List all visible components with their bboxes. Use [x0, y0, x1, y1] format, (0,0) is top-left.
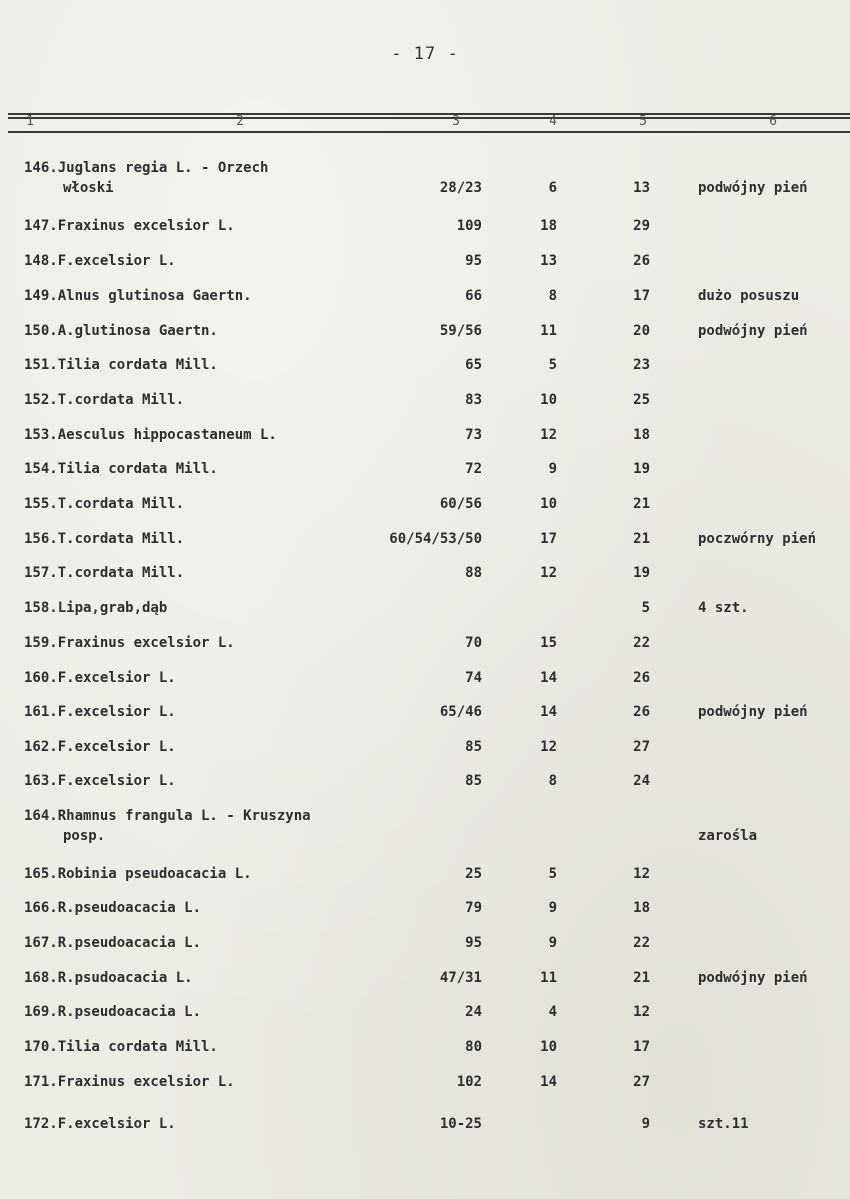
species-name-line1: 163.F.excelsior L. — [24, 773, 176, 789]
species-name-line1: 157.T.cordata Mill. — [24, 565, 185, 581]
species-name-line1: 169.R.pseudoacacia L. — [24, 1004, 202, 1020]
diameter-value: 85 — [465, 773, 482, 789]
height-value: 10 — [540, 1039, 557, 1055]
species-name-line1: 165.Robinia pseudoacacia L. — [24, 866, 252, 882]
species-name — [24, 390, 384, 410]
height-value: 10 — [540, 496, 557, 512]
remarks-value: szt.11 — [698, 1116, 749, 1132]
crown-value: 29 — [633, 218, 650, 234]
height-value: 9 — [548, 935, 557, 951]
height-value: 14 — [540, 670, 557, 686]
species-name-line1: 149.Alnus glutinosa Gaertn. — [24, 288, 252, 304]
species-name — [24, 286, 384, 306]
diameter-value: 79 — [465, 900, 482, 916]
crown-value: 17 — [633, 1039, 650, 1055]
remarks-value: dużo posuszu — [698, 288, 800, 304]
crown-value: 25 — [633, 392, 650, 408]
species-name-line1: 167.R.pseudoacacia L. — [24, 935, 202, 951]
height-value: 5 — [548, 866, 557, 882]
species-name-line1: 162.F.excelsior L. — [24, 739, 176, 755]
height-value: 5 — [548, 357, 557, 373]
species-name — [24, 771, 384, 791]
crown-value: 26 — [633, 704, 650, 720]
diameter-value: 95 — [465, 935, 482, 951]
species-name — [24, 598, 384, 618]
height-value: 17 — [540, 531, 557, 547]
species-name-line1: 153.Aesculus hippocastaneum L. — [24, 427, 277, 443]
height-value: 8 — [548, 773, 557, 789]
remarks-value: 4 szt. — [698, 600, 749, 616]
diameter-value: 59/56 — [439, 323, 482, 339]
species-name-line1: 147.Fraxinus excelsior L. — [24, 218, 235, 234]
column-header-2: 2 — [236, 114, 244, 129]
page-number: - 17 - — [391, 44, 459, 64]
column-header-5: 5 — [639, 114, 647, 129]
crown-value: 21 — [633, 496, 650, 512]
species-name-line1: 154.Tilia cordata Mill. — [24, 461, 218, 477]
species-name — [24, 1072, 384, 1092]
height-value: 11 — [540, 323, 557, 339]
diameter-value: 83 — [465, 392, 482, 408]
species-name — [24, 425, 384, 445]
remarks-value: podwójny pień — [698, 323, 808, 339]
species-name-line1: 146.Juglans regia L. - Orzech — [24, 160, 269, 176]
height-value: 12 — [540, 739, 557, 755]
remarks-value: zarośla — [698, 828, 758, 844]
diameter-value: 60/56 — [439, 496, 482, 512]
species-name-line1: 168.R.psudoacacia L. — [24, 970, 193, 986]
crown-value: 22 — [633, 635, 650, 651]
crown-value: 12 — [633, 866, 650, 882]
species-name-line1: 152.T.cordata Mill. — [24, 392, 185, 408]
diameter-value: 88 — [465, 565, 482, 581]
species-name-line2: posp. — [63, 828, 106, 844]
species-name-line1: 148.F.excelsior L. — [24, 253, 176, 269]
diameter-value: 85 — [465, 739, 482, 755]
remarks-value: podwójny pień — [698, 180, 808, 196]
species-name — [24, 459, 384, 479]
crown-value: 27 — [633, 1074, 650, 1090]
diameter-value: 73 — [465, 427, 482, 443]
species-name — [24, 737, 384, 757]
crown-value: 21 — [633, 970, 650, 986]
height-value: 12 — [540, 565, 557, 581]
diameter-value: 72 — [465, 461, 482, 477]
diameter-value: 47/31 — [439, 970, 482, 986]
column-header-6: 6 — [769, 114, 777, 129]
diameter-value: 102 — [456, 1074, 482, 1090]
crown-value: 26 — [633, 253, 650, 269]
crown-value: 27 — [633, 739, 650, 755]
species-name — [24, 158, 384, 198]
diameter-value: 65 — [465, 357, 482, 373]
species-name — [24, 633, 384, 653]
crown-value: 9 — [641, 1116, 650, 1132]
height-value: 9 — [548, 900, 557, 916]
crown-value: 12 — [633, 1004, 650, 1020]
height-value: 9 — [548, 461, 557, 477]
species-name — [24, 529, 384, 549]
crown-value: 24 — [633, 773, 650, 789]
diameter-value: 80 — [465, 1039, 482, 1055]
species-name-line1: 164.Rhamnus frangula L. - Kruszyna — [24, 808, 311, 824]
crown-value: 19 — [633, 461, 650, 477]
species-name-line1: 160.F.excelsior L. — [24, 670, 176, 686]
crown-value: 19 — [633, 565, 650, 581]
crown-value: 20 — [633, 323, 650, 339]
species-name — [24, 251, 384, 271]
diameter-value: 74 — [465, 670, 482, 686]
species-name-line1: 158.Lipa,grab,dąb — [24, 600, 168, 616]
species-name — [24, 668, 384, 688]
species-name-line2: włoski — [63, 180, 114, 196]
species-name-line1: 166.R.pseudoacacia L. — [24, 900, 202, 916]
diameter-value: 24 — [465, 1004, 482, 1020]
crown-value: 13 — [633, 180, 650, 196]
crown-value: 5 — [641, 600, 650, 616]
species-name-line1: 150.A.glutinosa Gaertn. — [24, 323, 218, 339]
species-name-line1: 159.Fraxinus excelsior L. — [24, 635, 235, 651]
species-name-line1: 155.T.cordata Mill. — [24, 496, 185, 512]
species-name-line1: 156.T.cordata Mill. — [24, 531, 185, 547]
crown-value: 22 — [633, 935, 650, 951]
species-name — [24, 898, 384, 918]
crown-value: 23 — [633, 357, 650, 373]
height-value: 13 — [540, 253, 557, 269]
species-name-line1: 171.Fraxinus excelsior L. — [24, 1074, 235, 1090]
remarks-value: poczwórny pień — [698, 531, 817, 547]
height-value: 4 — [548, 1004, 557, 1020]
species-name-line1: 172.F.excelsior L. — [24, 1116, 176, 1132]
diameter-value: 95 — [465, 253, 482, 269]
diameter-value: 66 — [465, 288, 482, 304]
column-header-1: 1 — [26, 114, 34, 129]
remarks-value: podwójny pień — [698, 704, 808, 720]
column-header-4: 4 — [549, 114, 557, 129]
height-value: 10 — [540, 392, 557, 408]
species-name — [24, 702, 384, 722]
height-value: 12 — [540, 427, 557, 443]
crown-value: 18 — [633, 427, 650, 443]
species-name — [24, 355, 384, 375]
species-name-line1: 151.Tilia cordata Mill. — [24, 357, 218, 373]
species-name — [24, 216, 384, 236]
height-value: 11 — [540, 970, 557, 986]
crown-value: 26 — [633, 670, 650, 686]
remarks-value: podwójny pień — [698, 970, 808, 986]
species-name — [24, 806, 384, 846]
species-name — [24, 563, 384, 583]
species-name — [24, 968, 384, 988]
height-value: 14 — [540, 704, 557, 720]
crown-value: 18 — [633, 900, 650, 916]
species-name — [24, 933, 384, 953]
diameter-value: 25 — [465, 866, 482, 882]
height-value: 8 — [548, 288, 557, 304]
diameter-value: 60/54/53/50 — [389, 531, 482, 547]
height-value: 18 — [540, 218, 557, 234]
species-name — [24, 494, 384, 514]
diameter-value: 28/23 — [439, 180, 482, 196]
species-name — [24, 1037, 384, 1057]
crown-value: 17 — [633, 288, 650, 304]
diameter-value: 10-25 — [439, 1116, 482, 1132]
species-name — [24, 1002, 384, 1022]
diameter-value: 65/46 — [439, 704, 482, 720]
species-name — [24, 321, 384, 341]
diameter-value: 70 — [465, 635, 482, 651]
column-header-3: 3 — [452, 114, 460, 129]
height-value: 14 — [540, 1074, 557, 1090]
species-name-line1: 161.F.excelsior L. — [24, 704, 176, 720]
height-value: 15 — [540, 635, 557, 651]
species-name — [24, 864, 384, 884]
species-name-line1: 170.Tilia cordata Mill. — [24, 1039, 218, 1055]
diameter-value: 109 — [456, 218, 482, 234]
height-value: 6 — [548, 180, 557, 196]
species-name — [24, 1114, 384, 1134]
crown-value: 21 — [633, 531, 650, 547]
